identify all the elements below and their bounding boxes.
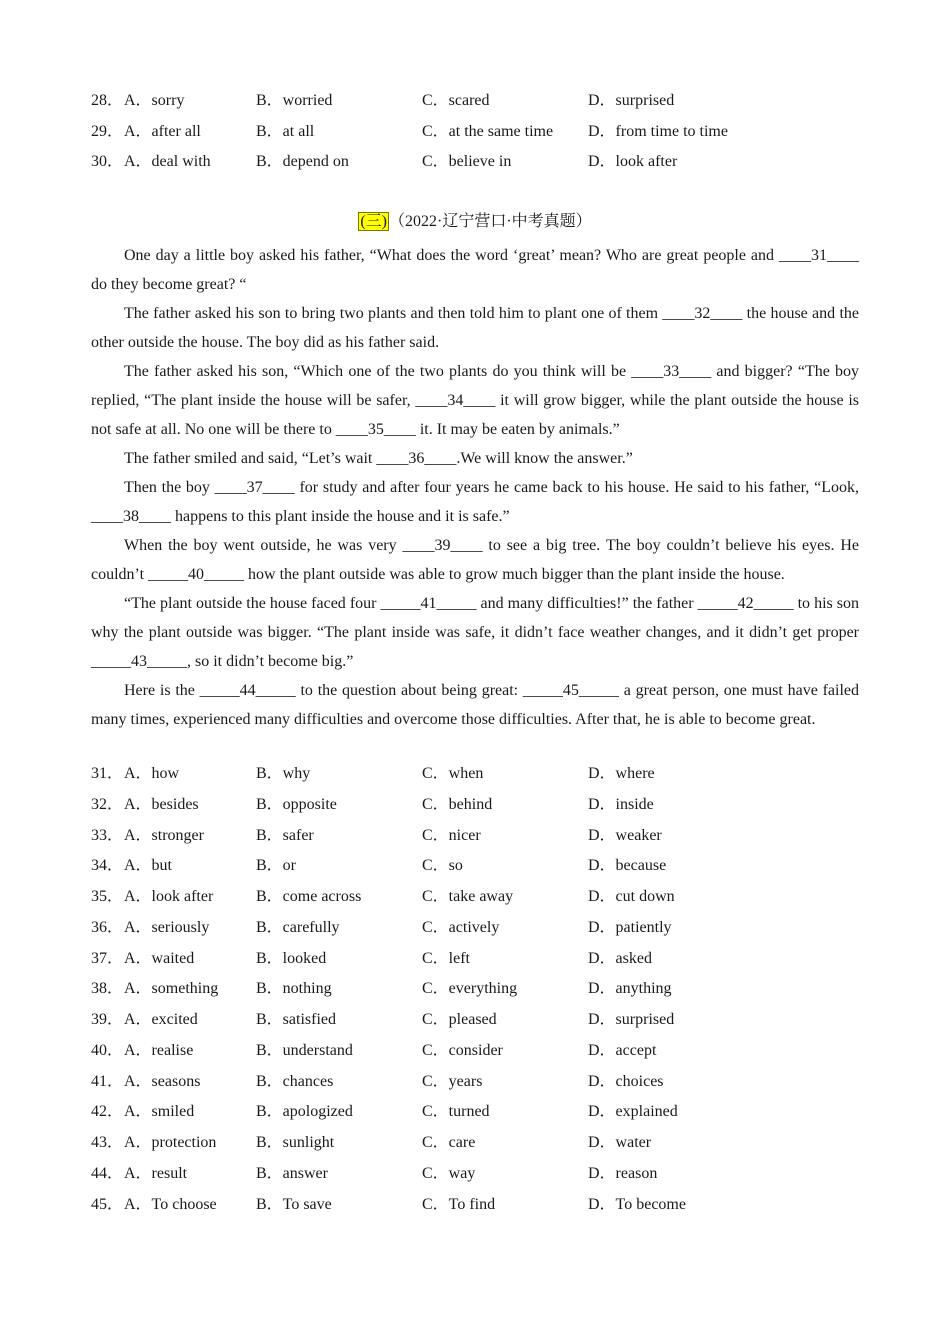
- option-b: B．apologized: [256, 1103, 353, 1120]
- option-a: A．protection: [124, 1134, 217, 1151]
- question-number: 44．: [91, 1165, 124, 1182]
- option-b: B．come across: [256, 888, 362, 905]
- question-number: 32．: [91, 796, 124, 813]
- option-b: B．sunlight: [256, 1134, 335, 1151]
- option-b: B．nothing: [256, 980, 332, 997]
- passage-paragraph: “The plant outside the house faced four _____41_____ and many difficulties!” the father _____42_____ to his son why the plant outside was bigger. “The plant inside was safe, it didn’t face weather changes, and it didn’t get proper _____43_____, so it didn’t become big.”: [91, 595, 859, 670]
- option-b: B．chances: [256, 1073, 334, 1090]
- option-d: D．surprised: [588, 1011, 675, 1028]
- option-d: D．asked: [588, 950, 652, 967]
- option-c: C．pleased: [422, 1011, 497, 1028]
- option-c: C．turned: [422, 1103, 490, 1120]
- option-a: A．smiled: [124, 1103, 195, 1120]
- option-b: B．at all: [256, 123, 315, 140]
- section-label: (三): [360, 213, 387, 230]
- option-c: C．when: [422, 765, 484, 782]
- option-a: A．something: [124, 980, 219, 997]
- question-number: 28．: [91, 92, 124, 109]
- option-c: C．scared: [422, 92, 490, 109]
- question-number: 29．: [91, 123, 124, 140]
- question-number: 43．: [91, 1134, 124, 1151]
- option-c: C．so: [422, 857, 463, 874]
- option-c: C．way: [422, 1165, 476, 1182]
- option-a: A．excited: [124, 1011, 198, 1028]
- question-number: 41．: [91, 1073, 124, 1090]
- option-b: B．worried: [256, 92, 333, 109]
- passage-paragraph: Then the boy ____37____ for study and after four years he came back to his house. He said to his father, “Look, ____38____ happens to this plant inside the house and it is safe.”: [91, 479, 859, 525]
- passage-paragraph: The father asked his son, “Which one of the two plants do you think will be ____33____ and bigger? “The boy replied, “The plant inside the house will be safer, ____34____ it will grow bigger, while the plant outside the house is not safe at all. No one will be there to ____35____ it. It may be eaten by animals.”: [91, 363, 859, 438]
- passage-paragraph: Here is the _____44_____ to the question about being great: _____45_____ a great person, one must have failed many times, experienced many difficulties and overcome those difficulties. After that, he is able to become great.: [91, 682, 859, 728]
- option-c: C．actively: [422, 919, 500, 936]
- option-b: B．why: [256, 765, 311, 782]
- option-a: A．result: [124, 1165, 188, 1182]
- option-d: D．where: [588, 765, 655, 782]
- option-b: B．understand: [256, 1042, 353, 1059]
- option-a: A．deal with: [124, 153, 211, 170]
- option-b: B．or: [256, 857, 297, 874]
- option-a: A．besides: [124, 796, 199, 813]
- option-a: A．how: [124, 765, 180, 782]
- option-a: A．after all: [124, 123, 201, 140]
- option-c: C．To find: [422, 1196, 496, 1213]
- option-a: A．seasons: [124, 1073, 201, 1090]
- option-a: A．sorry: [124, 92, 185, 109]
- option-c: C．nicer: [422, 827, 481, 844]
- option-a: A．but: [124, 857, 173, 874]
- question-number: 36．: [91, 919, 124, 936]
- question-number: 40．: [91, 1042, 124, 1059]
- question-number: 35．: [91, 888, 124, 905]
- passage-paragraph: The father asked his son to bring two plants and then told him to plant one of them ____32____ the house and the other outside the house. The boy did as his father said.: [91, 305, 859, 351]
- question-number: 42．: [91, 1103, 124, 1120]
- option-b: B．answer: [256, 1165, 328, 1182]
- option-a: A．To choose: [124, 1196, 217, 1213]
- option-d: D．choices: [588, 1073, 664, 1090]
- option-d: D．cut down: [588, 888, 675, 905]
- option-b: B．looked: [256, 950, 327, 967]
- question-number: 37．: [91, 950, 124, 967]
- option-d: D．inside: [588, 796, 654, 813]
- option-d: D．explained: [588, 1103, 678, 1120]
- option-d: D．from time to time: [588, 123, 728, 140]
- passage-paragraph: One day a little boy asked his father, “What does the word ‘great’ mean? Who are great people and ____31____ do they become great? “: [91, 247, 859, 293]
- option-a: A．seriously: [124, 919, 210, 936]
- option-c: C．believe in: [422, 153, 512, 170]
- option-b: B．opposite: [256, 796, 337, 813]
- question-number: 31．: [91, 765, 124, 782]
- option-d: D．water: [588, 1134, 652, 1151]
- option-a: A．stronger: [124, 827, 204, 844]
- option-c: C．take away: [422, 888, 514, 905]
- option-d: D．look after: [588, 153, 678, 170]
- option-d: D．reason: [588, 1165, 658, 1182]
- option-d: D．patiently: [588, 919, 672, 936]
- option-a: A．realise: [124, 1042, 194, 1059]
- option-c: C．everything: [422, 980, 518, 997]
- question-number: 30．: [91, 153, 124, 170]
- option-c: C．care: [422, 1134, 476, 1151]
- option-a: A．look after: [124, 888, 214, 905]
- option-d: D．anything: [588, 980, 672, 997]
- passage-paragraph: The father smiled and said, “Let’s wait ____36____.We will know the answer.”: [124, 450, 633, 467]
- option-c: C．behind: [422, 796, 493, 813]
- option-b: B．To save: [256, 1196, 332, 1213]
- passage-paragraph: When the boy went outside, he was very ____39____ to see a big tree. The boy couldn’t believe his eyes. He couldn’t _____40_____ how the plant outside was able to grow much bigger than the plant inside the house.: [91, 537, 859, 583]
- option-b: B．safer: [256, 827, 314, 844]
- option-b: B．satisfied: [256, 1011, 336, 1028]
- option-c: C．consider: [422, 1042, 503, 1059]
- option-c: C．at the same time: [422, 123, 554, 140]
- question-number: 38．: [91, 980, 124, 997]
- question-number: 39．: [91, 1011, 124, 1028]
- option-d: D．because: [588, 857, 667, 874]
- option-a: A．waited: [124, 950, 195, 967]
- option-d: D．accept: [588, 1042, 657, 1059]
- option-d: D．surprised: [588, 92, 675, 109]
- option-d: D．weaker: [588, 827, 662, 844]
- question-number: 34．: [91, 857, 124, 874]
- option-b: B．carefully: [256, 919, 340, 936]
- option-c: C．years: [422, 1073, 483, 1090]
- question-number: 33．: [91, 827, 124, 844]
- option-b: B．depend on: [256, 153, 349, 170]
- section-heading: [0, 211, 950, 233]
- option-c: C．left: [422, 950, 470, 967]
- section-source: （2022·辽宁营口·中考真题）: [389, 213, 592, 230]
- question-number: 45．: [91, 1196, 124, 1213]
- passage: [91, 241, 859, 734]
- option-d: D．To become: [588, 1196, 686, 1213]
